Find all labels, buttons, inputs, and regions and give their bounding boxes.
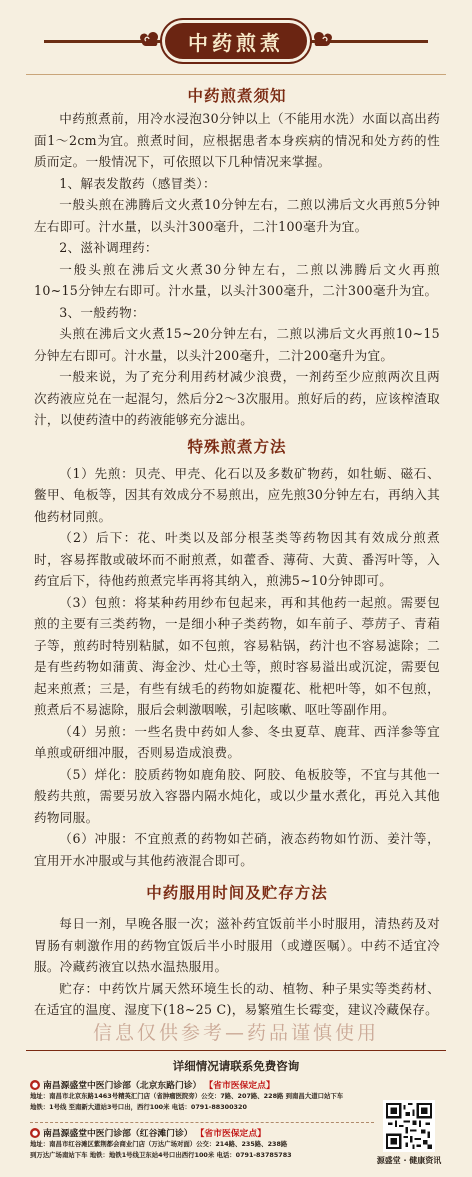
qr-code-icon[interactable]: [383, 1100, 435, 1152]
cloud-ornament-icon: [312, 28, 338, 54]
insurance-badge: 【省市医保定点】: [204, 1081, 275, 1091]
branch-transit: 到万达广场南站下车 地铁：地铁1号线卫东站4号口出西行100米 电话：0791-83785783: [30, 1151, 292, 1159]
location-pin-icon: ●: [31, 1080, 39, 1089]
paragraph: （3）包煎：将某种药用纱布包起来，再和其他药一起煎。需要包煎的主要有三类药物，一是细小种子类药物，如车前子、葶苈子、青葙子等，煎药时特别粘腻，如不包煎，容易粘锅，药汁也不容易滤除；二是有些药物如蒲黄、海金沙、灶心土等，煎时容易溢出或沉淀，需要包起来煎煮；三是，有些有绒毛的药物如旋覆花、枇杷叶等，如不包煎，煎煮后不易滤除，服后会刺激咽喉，引起咳嗽、呕吐等副作用。: [34, 594, 440, 717]
header-banner: [0, 0, 472, 78]
branch-divider: [30, 1122, 374, 1123]
paragraph: 1、解表发散药（感冒类）：: [59, 175, 216, 191]
banner-title: 中药煎煮: [188, 30, 284, 55]
section-title: 中药煎煮须知: [187, 86, 287, 105]
section-title: 中药服用时间及贮存方法: [146, 883, 328, 902]
branch-heading: [30, 1078, 374, 1091]
banner-underline: [26, 74, 446, 75]
paragraph: 每日一剂，早晚各服一次；滋补药宜饭前半小时服用，清热药及对胃肠有刺激作用的药物宜饭后半小时服用（或遵医嘱）。中药不适宜冷服。冷藏药液宜以热水温热服用。: [34, 916, 440, 974]
qr-caption: 源盛堂 · 健康资讯: [376, 1156, 442, 1165]
branch-heading: [30, 1126, 374, 1139]
footer-divider: [26, 1050, 446, 1051]
paragraph: （5）烊化：胶质药物如鹿角胶、阿胶、龟板胶等，不宜与其他一般药共煎，需要另放入容器内隔水炖化，或以少量水煮化，再兑入其他药物同服。: [34, 766, 440, 825]
banner-title-badge: [162, 20, 310, 62]
paragraph: 头煎在沸后文火煮15~20分钟左右，二煎以沸后文火再煎10~15分钟左右即可。汁水量，以头汁200毫升，二汁200毫升为宜。: [34, 326, 440, 363]
disclaimer-slogan: 信息仅供参考—药品谨慎使用: [92, 1022, 379, 1044]
branch-address: 地址：南昌市红谷滩区紫荆都会商业门店（万达广场对面）公交：214路、235路、238路: [30, 1140, 288, 1148]
branch-name: 南昌源盛堂中医门诊部（红谷滩门诊）: [43, 1129, 193, 1139]
paragraph: （1）先煎：贝壳、甲壳、化石以及多数矿物药，如牡蛎、磁石、鳖甲、龟板等，因其有效成分不易煎出，应先煎30分钟左右，再纳入其他药材同煎。: [34, 465, 440, 524]
branch-transit: 地铁：1号线 至南新大道站3号口出，西行100米 电话：0791-88300320: [30, 1103, 247, 1111]
branch-name: 南昌源盛堂中医门诊部（北京东路门诊）: [43, 1081, 202, 1091]
section-title: 特殊煎煮方法: [187, 436, 287, 456]
paragraph: （4）另煎：一些名贵中药如人参、冬虫夏草、鹿茸、西洋参等宜单煎或研细冲服，否则易造成浪费。: [34, 723, 440, 760]
cloud-ornament-icon: [134, 28, 160, 54]
branch-address: 地址：南昌市北京东路1463号精英汇门店（省肿瘤医院旁）公交：7路、207路、228路 到南昌大道口站下车: [30, 1092, 344, 1100]
paragraph: （6）冲服：不宜煎煮的药物如芒硝，液态药物如竹沥、姜汁等，宜用开水冲服或与其他药液混合即可。: [34, 831, 440, 868]
paragraph: 3、一般药物：: [59, 304, 145, 320]
article-body: [34, 84, 440, 1021]
paragraph: 中药煎煮前，用冷水浸泡30分钟以上（不能用水洗）水面以高出药面1～2cm为宜。煎煮时间，应根据患者本身疾病的情况和处方药的性质而定。一般情况下，可依照以下几种情况来掌握。: [34, 111, 440, 169]
paragraph: 贮存：中药饮片属天然环境生长的动、植物、种子果实等类药材、在适宜的温度、湿度下(18~25 C)，易繁殖生长霉变，建议冷藏保存。: [34, 980, 440, 1017]
paragraph: 一般头煎在沸后文火煮30分钟左右，二煎以沸腾后文火再煎10~15分钟左右即可。汁水量，以头汁300毫升，二汁300毫升为宜。: [34, 261, 440, 298]
branch-info-beijing-road: [30, 1078, 374, 1113]
paragraph: （2）后下：花、叶类以及部分根茎类等药物因其有效成分煎煮时，容易挥散或破坏而不耐煎煮，如藿香、薄荷、大黄、番泻叶等，入药宜后下，待他药煎煮完毕再将其纳入，煎沸5~10分钟即可。: [34, 530, 440, 588]
insurance-badge: 【省市医保定点】: [195, 1129, 266, 1139]
consult-heading: 详细情况请联系免费咨询: [172, 1059, 300, 1073]
paragraph: 一般头煎在沸腾后文火煮10分钟左右，二煎以沸后文火再煎5分钟左右即可。汁水量，以头汁300毫升，二汁100毫升为宜。: [34, 197, 440, 234]
branch-info-honggutan: [30, 1126, 374, 1161]
paragraph: 2、滋补调理药：: [59, 240, 158, 255]
paragraph: 一般来说，为了充分利用药材减少浪费，一剂药至少应煎两次且两次药液应兑在一起混匀，然后分2～3次服用。煎好后的药，应该榨渣取汁，以使药渣中的药液能够充分滤出。: [34, 369, 440, 427]
location-pin-icon: ●: [31, 1128, 39, 1137]
